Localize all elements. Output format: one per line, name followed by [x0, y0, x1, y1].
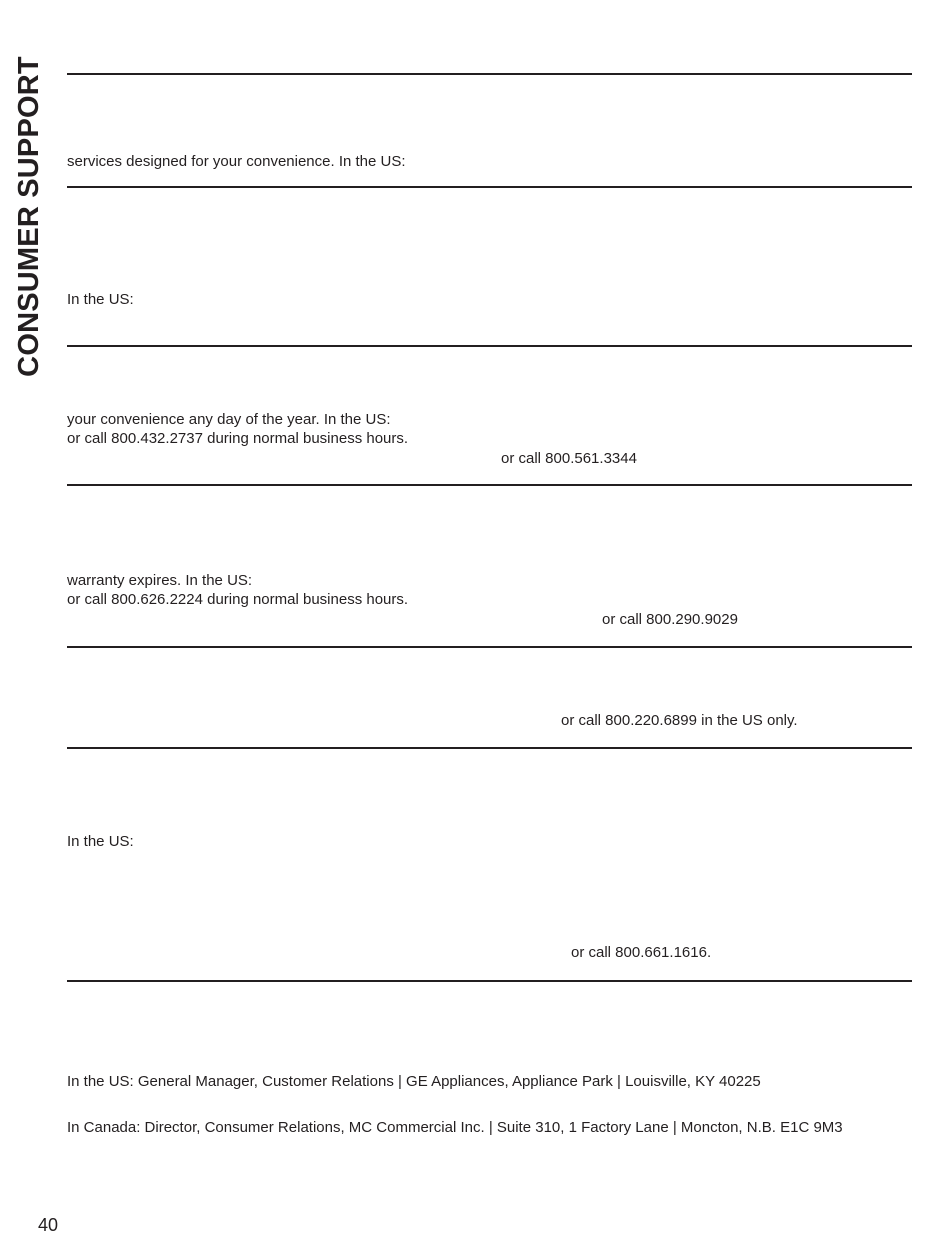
us-mailing-address: In the US: General Manager, Customer Relations | GE Appliances, Appliance Park | Louisville, KY 40225 [67, 1073, 761, 1090]
section-3-text: your convenience any day of the year. In the US: [67, 411, 391, 428]
section-1-text: services designed for your convenience. In the US: [67, 153, 406, 170]
section-divider [67, 73, 912, 75]
page-number: 40 [38, 1215, 59, 1235]
section-divider [67, 646, 912, 648]
section-5-us-phone: or call 800.220.6899 in the US only. [561, 712, 798, 729]
side-section-title [8, 40, 50, 392]
canada-mailing-address: In Canada: Director, Consumer Relations, MC Commercial Inc. | Suite 310, 1 Factory Lane | Moncton, N.B. E1C 9M3 [67, 1119, 843, 1136]
section-divider [67, 186, 912, 188]
section-3-canada-phone: or call 800.561.3344 [501, 450, 637, 467]
section-divider [67, 747, 912, 749]
section-6-text: In the US: [67, 833, 134, 850]
section-divider [67, 484, 912, 486]
section-2-text: In the US: [67, 291, 134, 308]
side-section-title-text: CONSUMER SUPPORT [12, 55, 45, 377]
section-4-text: warranty expires. In the US: [67, 572, 253, 589]
section-divider [67, 980, 912, 982]
section-3-us-phone: or call 800.432.2737 during normal business hours. [67, 430, 409, 447]
section-divider [67, 345, 912, 347]
section-4-us-phone: or call 800.626.2224 during normal business hours. [67, 591, 409, 608]
section-4-canada-phone: or call 800.290.9029 [602, 611, 738, 628]
section-6-canada-phone: or call 800.661.1616. [571, 944, 712, 961]
